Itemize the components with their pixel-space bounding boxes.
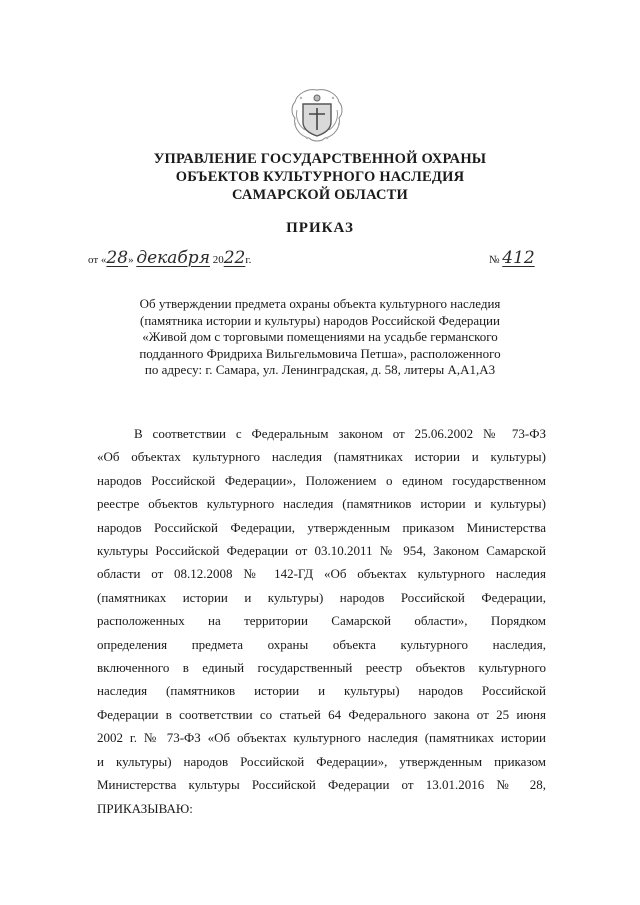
order-body-paragraph [97, 422, 546, 820]
date-year-handwritten: 22 [223, 248, 246, 268]
body-line: области от 08.12.2008 № 142-ГД «Об объектах культурного наследия [97, 566, 546, 582]
body-line: «Об объектах культурного наследия (памятниках истории и культуры) [97, 449, 546, 465]
date-mid: » [128, 254, 137, 266]
body-line: народов Российской Федерации, утвержденным приказом Министерства [97, 519, 546, 535]
title-line-2: (памятника истории и культуры) народов Российской Федерации [140, 312, 500, 328]
body-line: Федерации в соответствии со статьей 64 Федерального закона от 25 июня [97, 706, 546, 722]
title-line-1: Об утверждении предмета охраны объекта культурного наследия [139, 296, 501, 311]
body-line: В соответствии с Федеральным законом от 25.06.2002 № 73-ФЗ [134, 426, 546, 441]
date-prefix: от « [88, 254, 107, 266]
date-month-handwritten: декабря [136, 248, 210, 268]
date-suffix: г. [245, 254, 252, 266]
number-value-handwritten: 412 [502, 248, 535, 268]
org-line-3: САМАРСКОЙ ОБЛАСТИ [231, 187, 409, 203]
organization-header [0, 150, 640, 204]
body-line: народов Российской Федерации», Положением о едином государственном [97, 472, 546, 488]
date-year-prefix: 20 [209, 254, 224, 266]
body-line: и культуры) народов Российской Федерации», утвержденным приказом [97, 753, 546, 769]
body-line: реестре объектов культурного наследия (памятников истории и культуры) [97, 496, 546, 512]
emblem-graphic [285, 84, 349, 148]
title-line-5: по адресу: г. Самара, ул. Ленинградская, д. 58, литеры А,А1,А3 [144, 362, 496, 377]
org-line-2: ОБЪЕКТОВ КУЛЬТУРНОГО НАСЛЕДИЯ [175, 169, 465, 185]
body-line: определения предмета охраны объекта культурного наследия, [97, 636, 546, 652]
date-day-handwritten: 28 [106, 248, 129, 268]
body-line: наследия (памятников истории и культуры) народов Российской [97, 683, 546, 699]
number-prefix: № [489, 254, 503, 266]
coat-of-arms-emblem [285, 84, 349, 148]
title-line-4: подданного Фридриха Вильгельмовича Петша», расположенного [139, 345, 501, 361]
body-line: (памятниках истории и культуры) народов Российской Федерации, [97, 589, 546, 605]
org-line-1: УПРАВЛЕНИЕ ГОСУДАРСТВЕННОЙ ОХРАНЫ [153, 151, 487, 167]
order-command-word: ПРИКАЗЫВАЮ: [97, 800, 193, 816]
body-line: расположенных на территории Самарской области», Порядком [97, 613, 546, 629]
body-line: включенного в единый государственный реестр объектов культурного [97, 660, 546, 676]
document-date [88, 248, 251, 268]
title-line-3: «Живой дом с торговыми помещениями на усадьбе германского [142, 329, 498, 344]
body-line: Министерства культуры Российской Федерации от 13.01.2016 № 28, [97, 777, 546, 793]
document-number [489, 248, 535, 268]
document-type-title: ПРИКАЗ [286, 220, 354, 236]
body-line: культуры Российской Федерации от 03.10.2011 № 954, Законом Самарской [97, 543, 546, 559]
order-subject-title [0, 296, 640, 379]
body-line: 2002 г. № 73-ФЗ «Об объектах культурного наследия (памятниках истории [97, 730, 546, 746]
